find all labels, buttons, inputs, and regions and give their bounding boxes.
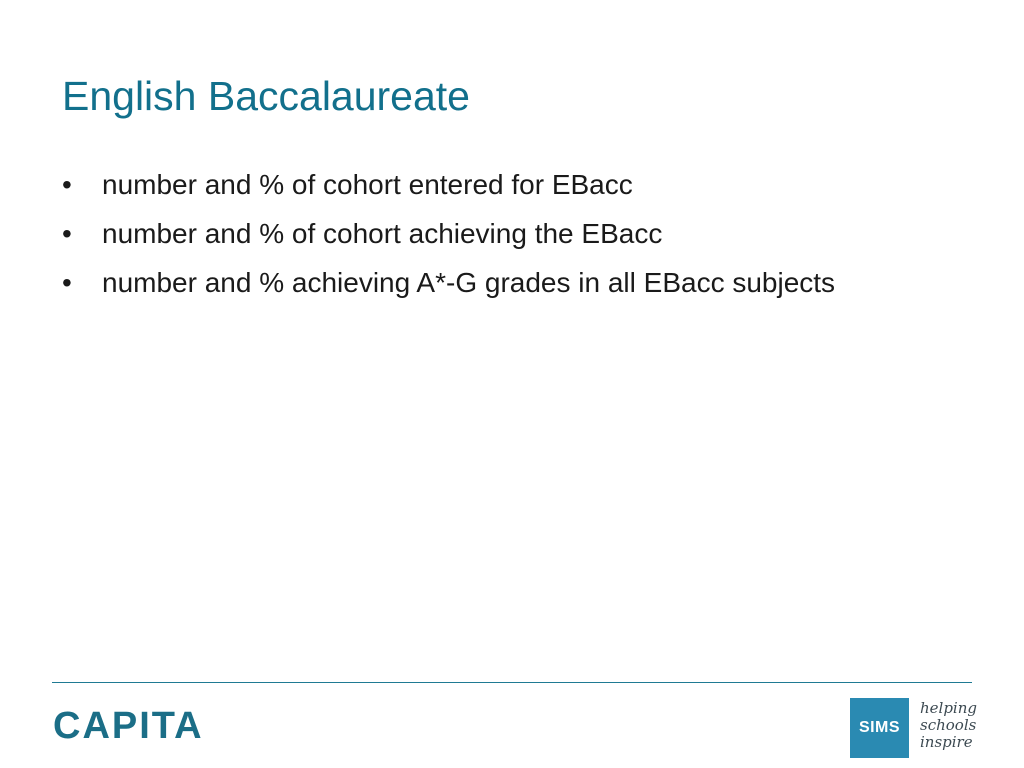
bullet-item — [62, 263, 922, 303]
bullet-marker: • — [62, 218, 72, 249]
bullet-item — [62, 214, 922, 254]
footer-divider — [52, 682, 972, 683]
sims-logo — [850, 698, 986, 758]
capita-logo: CAPITA — [53, 705, 204, 747]
sims-tagline-line: helping — [920, 699, 977, 717]
bullet-text: number and % of cohort entered for EBacc — [102, 169, 633, 200]
slide-title: English Baccalaureate — [62, 73, 470, 119]
bullet-text: number and % of cohort achieving the EBacc — [102, 218, 663, 249]
sims-tagline — [920, 700, 986, 751]
bullet-list — [62, 165, 922, 312]
bullet-item — [62, 165, 922, 205]
sims-tagline-line: schools — [920, 716, 977, 734]
sims-tagline-line: inspire — [920, 733, 973, 751]
bullet-marker: • — [62, 267, 72, 298]
bullet-marker: • — [62, 169, 72, 200]
bullet-text: number and % achieving A*-G grades in all EBacc subjects — [102, 267, 836, 298]
sims-logo-box: SIMS — [850, 698, 909, 758]
